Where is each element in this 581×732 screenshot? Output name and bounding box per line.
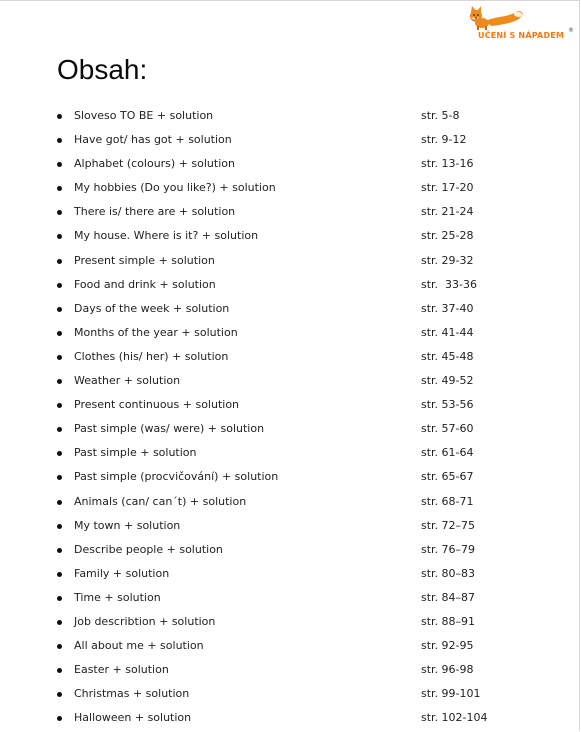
toc-entry — [0, 202, 581, 226]
toc-entry — [0, 395, 581, 419]
bullet-icon — [57, 620, 62, 625]
toc-entry-pages: str. 57-60 — [421, 422, 474, 436]
toc-entry-pages: str. 65-67 — [421, 470, 474, 484]
bullet-icon — [57, 427, 62, 432]
toc-entry-title: Animals (can/ can´t) + solution — [74, 494, 247, 508]
toc-entry — [0, 564, 581, 588]
toc-entry — [0, 130, 581, 154]
toc-entry-title: Past simple (was/ were) + solution — [74, 422, 265, 436]
brand-logo — [466, 6, 576, 46]
toc-entry-pages: str. 49-52 — [421, 374, 474, 388]
toc-entry-pages: str. 76–79 — [421, 542, 476, 556]
toc-entry-pages: str. 29-32 — [421, 253, 474, 267]
bullet-icon — [57, 210, 62, 215]
toc-entry — [0, 708, 581, 732]
toc-entry — [0, 178, 581, 202]
toc-entry-title: Christmas + solution — [74, 687, 190, 701]
toc-entry — [0, 684, 581, 708]
bullet-icon — [57, 355, 62, 360]
bullet-icon — [57, 259, 62, 264]
toc-entry-title: All about me + solution — [74, 639, 204, 653]
toc-entry — [0, 443, 581, 467]
bullet-icon — [57, 524, 62, 529]
bullet-icon — [57, 307, 62, 312]
toc-entry-pages: str. 33-36 — [421, 277, 478, 291]
bullet-icon — [57, 548, 62, 553]
toc-entry-title: Easter + solution — [74, 663, 169, 677]
bullet-icon — [57, 644, 62, 649]
toc-entry-title: There is/ there are + solution — [74, 205, 236, 219]
toc-entry — [0, 636, 581, 660]
bullet-icon — [57, 186, 62, 191]
bullet-icon — [57, 596, 62, 601]
toc-entry-pages: str. 99-101 — [421, 687, 481, 701]
toc-entry-pages: str. 41-44 — [421, 325, 474, 339]
toc-entry-pages: str. 21-24 — [421, 205, 474, 219]
bullet-icon — [57, 283, 62, 288]
toc-entry-title: Job describtion + solution — [74, 614, 216, 628]
page-title: Obsah: — [57, 54, 148, 85]
toc-entry-pages: str. 13-16 — [421, 157, 474, 171]
toc-entry-title: Weather + solution — [74, 374, 181, 388]
toc-entry — [0, 540, 581, 564]
bullet-icon — [57, 234, 62, 239]
toc-entry — [0, 347, 581, 371]
toc-entry-pages: str. 92-95 — [421, 639, 474, 653]
toc-entry-pages: str. 72–75 — [421, 518, 476, 532]
toc-entry-title: Halloween + solution — [74, 711, 192, 725]
toc-entry-title: Have got/ has got + solution — [74, 133, 232, 147]
toc-entry-title: Present continuous + solution — [74, 398, 240, 412]
toc-entry-title: Months of the year + solution — [74, 325, 238, 339]
toc-entry-title: Sloveso TO BE + solution — [74, 109, 214, 122]
toc-entry-title: Alphabet (colours) + solution — [74, 157, 235, 171]
toc-entry-pages: str. 84–87 — [421, 590, 476, 604]
bullet-icon — [57, 403, 62, 408]
toc-entry-pages: str. 96-98 — [421, 663, 474, 677]
toc-entry-title: Family + solution — [74, 566, 170, 580]
toc-entry-pages: str. 102-104 — [421, 711, 488, 725]
toc-entry — [0, 226, 581, 250]
bullet-icon — [57, 572, 62, 577]
toc-entry-pages: str. 25-28 — [421, 229, 474, 243]
bullet-icon — [57, 114, 62, 119]
bullet-icon — [57, 138, 62, 143]
toc-entry-title: Present simple + solution — [74, 253, 215, 267]
toc-entry-pages: str. 68-71 — [421, 494, 474, 508]
bullet-icon — [57, 451, 62, 456]
toc-entry-pages: str. 9-12 — [421, 133, 467, 147]
toc-entry-pages: str. 80–83 — [421, 566, 476, 580]
toc-entry-title: My house. Where is it? + solution — [74, 229, 259, 243]
toc-entry-pages: str. 53-56 — [421, 398, 474, 412]
toc-entry-title: My hobbies (Do you like?) + solution — [74, 181, 276, 195]
toc-entry-pages: str. 5-8 — [421, 109, 460, 122]
toc-entry — [0, 467, 581, 491]
toc-entry-pages: str. 17-20 — [421, 181, 474, 195]
toc-entry-title: Clothes (his/ her) + solution — [74, 349, 229, 363]
bullet-icon — [57, 668, 62, 673]
bullet-icon — [57, 331, 62, 336]
toc-entry — [0, 588, 581, 612]
bullet-icon — [57, 500, 62, 505]
toc-entry-title: My town + solution — [74, 518, 181, 532]
fox-mascot-icon — [466, 6, 526, 32]
toc-entry — [0, 419, 581, 443]
bullet-icon — [57, 379, 62, 384]
toc-entry — [0, 275, 581, 299]
toc-entry — [0, 154, 581, 178]
table-of-contents — [0, 106, 581, 732]
toc-entry-pages: str. 61-64 — [421, 446, 474, 460]
toc-entry-title: Describe people + solution — [74, 542, 223, 556]
toc-entry — [0, 251, 581, 275]
toc-entry-pages: str. 37-40 — [421, 301, 474, 315]
toc-entry-title: Past simple (procvičování) + solution — [74, 470, 279, 484]
brand-name: UČENÍ S NÁPADEM — [478, 31, 565, 40]
toc-entry-title: Days of the week + solution — [74, 301, 230, 315]
toc-entry-title: Food and drink + solution — [74, 277, 216, 291]
bullet-icon — [57, 162, 62, 167]
bullet-icon — [57, 692, 62, 697]
toc-entry-title: Time + solution — [74, 590, 161, 604]
toc-entry-pages: str. 45-48 — [421, 349, 474, 363]
toc-entry-pages: str. 88–91 — [421, 614, 476, 628]
toc-entry — [0, 299, 581, 323]
toc-entry — [0, 323, 581, 347]
toc-entry — [0, 492, 581, 516]
toc-entry — [0, 660, 581, 684]
toc-entry — [0, 371, 581, 395]
toc-entry-title: Past simple + solution — [74, 446, 197, 460]
toc-entry — [0, 516, 581, 540]
toc-entry — [0, 106, 581, 130]
bullet-icon — [57, 716, 62, 721]
toc-entry — [0, 612, 581, 636]
registered-mark: ® — [568, 27, 574, 34]
bullet-icon — [57, 475, 62, 480]
